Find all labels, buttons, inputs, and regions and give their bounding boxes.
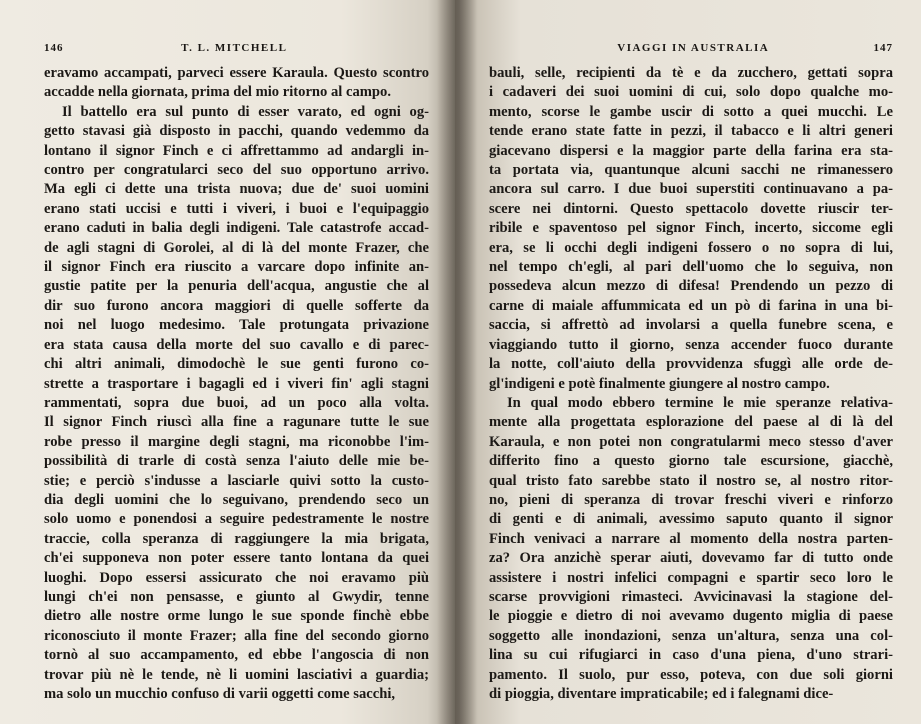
left-page-number: 146	[44, 42, 64, 54]
text-line: chi altri animali, dimodochè le sue genti furono co-	[44, 356, 429, 373]
text-line: gustie patite per la penuria dell'acqua, angustie che al	[44, 278, 429, 295]
text-line: giacevano dispersi e la maggior parte della farina era sta-	[489, 142, 893, 159]
text-line: differito fino a questo giorno tale escursione, giacchè,	[489, 453, 893, 470]
text-line: contro per congratularci seco del suo opportuno arrivo.	[44, 162, 429, 179]
text-line: traccie, colla speranza di raggiungere la mia brigata,	[44, 530, 429, 547]
text-line: noi nel luogo medesimo. Tale protungata privazione	[44, 317, 429, 334]
text-line: mente alla progettata esplorazione del paese al di là del	[489, 414, 893, 431]
left-page	[0, 0, 455, 724]
text-line: de agli stagni di Gorolei, al di là del monte Frazer, che	[44, 239, 429, 256]
text-line: ribile e spaventoso pel signor Finch, incerto, siccome egli	[489, 220, 893, 237]
text-line: In qual modo ebbero termine le mie speranze relativa-	[507, 394, 893, 411]
text-line: ancora sul carro. I due buoi superstiti continuavano a pa-	[489, 181, 893, 198]
text-line: Ma egli ci dette una trista nuova; due de' suoi uomini	[44, 181, 429, 198]
text-line: soggetto alle inondazioni, senza un'altura, senza una col-	[489, 627, 893, 644]
text-line: di genti e di animali, avessimo saputo quanto il signor	[489, 511, 893, 528]
left-running-head: T. L. MITCHELL	[181, 42, 288, 54]
text-line: Il battello era sul punto di esser varato, ed ogni og-	[62, 103, 429, 120]
text-line: ch'ei supponeva non poter essere tanto lontana da quei	[44, 550, 429, 567]
text-line: dia degli uomini che lo seguivano, prendendo seco un	[44, 491, 429, 508]
text-line: possibilità di trarle di costà senza l'aiuto delle mie be-	[44, 453, 429, 470]
text-line: possedeva alcun mezzo di difesa! Prendendo un pezzo di	[489, 278, 893, 295]
text-line: tornò al suo accampamento, ed ebbe l'angoscia di non	[44, 647, 429, 664]
text-line: eravamo accampati, parveci essere Karaula. Questo scontro	[44, 65, 429, 81]
text-line: i cadaveri dei suoi uomini di cui, solo dopo qualche mo-	[489, 84, 893, 101]
text-line: Il signor Finch riuscì alla fine a ragunare tutte le sue	[44, 414, 429, 431]
text-line: le pioggie e dietro di noi avevamo dugento miglia di paese	[489, 608, 893, 625]
text-line: tende erano state fatte in pezzi, il tabacco e li altri generi	[489, 123, 893, 140]
text-line: riconosciuto il monte Frazer; alla fine del secondo giorno	[44, 627, 429, 644]
text-line: lungi ch'ei non pensasse, e giunto al Gwydir, tenne	[44, 588, 429, 605]
text-line: erano stati uccisi e tutti i viveri, i buoi e l'equipaggio	[44, 200, 429, 217]
text-line: nel tempo ch'egli, al pari dell'uomo che lo seguiva, non	[489, 259, 893, 276]
text-line: era, se li occhi degli indigeni fossero o no sopra di lui,	[489, 239, 893, 256]
text-line: strette a trasportare i bagagli ed i viveri fin' agli stagni	[44, 375, 429, 392]
right-page-text	[489, 64, 893, 704]
right-running-head: VIAGGI IN AUSTRALIA	[617, 42, 770, 54]
text-line: getto stavasi già disposto in pacchi, quando vedemmo da	[44, 123, 429, 140]
text-line: rammentati, sopra due buoi, ad un poco alla volta.	[44, 394, 429, 411]
text-line: dir suo furono ancora maggiori di quelle sofferte da	[44, 297, 429, 314]
text-line: di pioggia, diventare impraticabile; ed i falegnami dice-	[489, 686, 834, 702]
text-line: luoghi. Dopo essersi assicurato che noi eravamo più	[44, 569, 429, 586]
text-line: gl'indigeni e potè finalmente giungere al nostro campo.	[489, 375, 830, 392]
right-page-number: 147	[873, 42, 893, 54]
text-line: qual tristo fato sarebbe stato il nostro se, al nostro ritor-	[489, 472, 893, 489]
right-page	[455, 0, 921, 724]
text-line: viaggiando tutto il giorno, senza accender fuoco durante	[489, 336, 893, 353]
left-page-text	[44, 64, 429, 704]
text-line: dietro alle nostre orme lungo le sue sponde finchè ebbe	[44, 608, 429, 625]
text-line: la notte, coll'aiuto della provvidenza sfuggì alle orde de-	[489, 356, 893, 373]
left-page-header	[44, 42, 429, 58]
text-line: lontano il signor Finch e ci affrettammo ad andargli in-	[44, 142, 429, 159]
text-line: solo uomo e ponendosi a seguire pedestramente le nostre	[44, 511, 429, 528]
text-line: erano caduti in balia degli indigeni. Tale catastrofe accad-	[44, 220, 429, 237]
text-line: ma solo un mucchio confuso di varii oggetti come sacchi,	[44, 686, 396, 702]
text-line: trovar più nè le tende, nè li uomini lasciativi a guardia;	[44, 666, 429, 683]
text-line: mento, scorse le gambe uscir di sotto a quei mucchi. Le	[489, 103, 893, 120]
right-page-header	[489, 42, 893, 58]
text-line: assistere i nostri infelici compagni e spartir seco loro le	[489, 569, 893, 586]
text-line: pamento. Il suolo, pur esso, poteva, con due soli giorni	[489, 666, 893, 683]
text-line: lina su cui rifugiarci in caso d'una piena, d'uno strari-	[489, 647, 893, 664]
text-line: carne di maiale affummicata ed un pò di farina in una bi-	[489, 297, 893, 314]
text-line: robe presso il margine degli stagni, ma riconobbe l'im-	[44, 433, 429, 450]
text-line: il signor Finch era riuscito a varcare dopo infinite an-	[44, 259, 429, 276]
text-line: bauli, selle, recipienti da tè e da zucchero, gettati sopra	[489, 65, 893, 81]
text-line: stie; e perciò s'indusse a lasciarle quivi sotto la custo-	[44, 472, 429, 489]
text-line: scarse provvigioni rimasteci. Avvicinavasi la stagione del-	[489, 588, 893, 605]
text-line: ta portata via, quantunque alcuni sacchi ne rimanessero	[489, 162, 893, 179]
text-line: no, pieni di speranza di trovar freschi viveri e rinforzo	[489, 491, 893, 508]
text-line: accadde nella giornata, prima del mio ritorno al campo.	[44, 84, 391, 101]
text-line: Finch venivaci a narrare al momento della nostra parten-	[489, 530, 893, 547]
text-line: Karaula, e non potei non congratularmi meco stesso d'aver	[489, 433, 893, 450]
text-line: scere nei dintorni. Questo spettacolo dovette riuscir ter-	[489, 200, 893, 217]
text-line: saccia, si affrettò ad involarsi a quella funebre scena, e	[489, 317, 893, 334]
text-line: za? Ora anzichè sperar aiuti, dovevamo far di tutto onde	[489, 550, 893, 567]
text-line: era stata causa della morte del suo cavallo e di parec-	[44, 336, 429, 353]
